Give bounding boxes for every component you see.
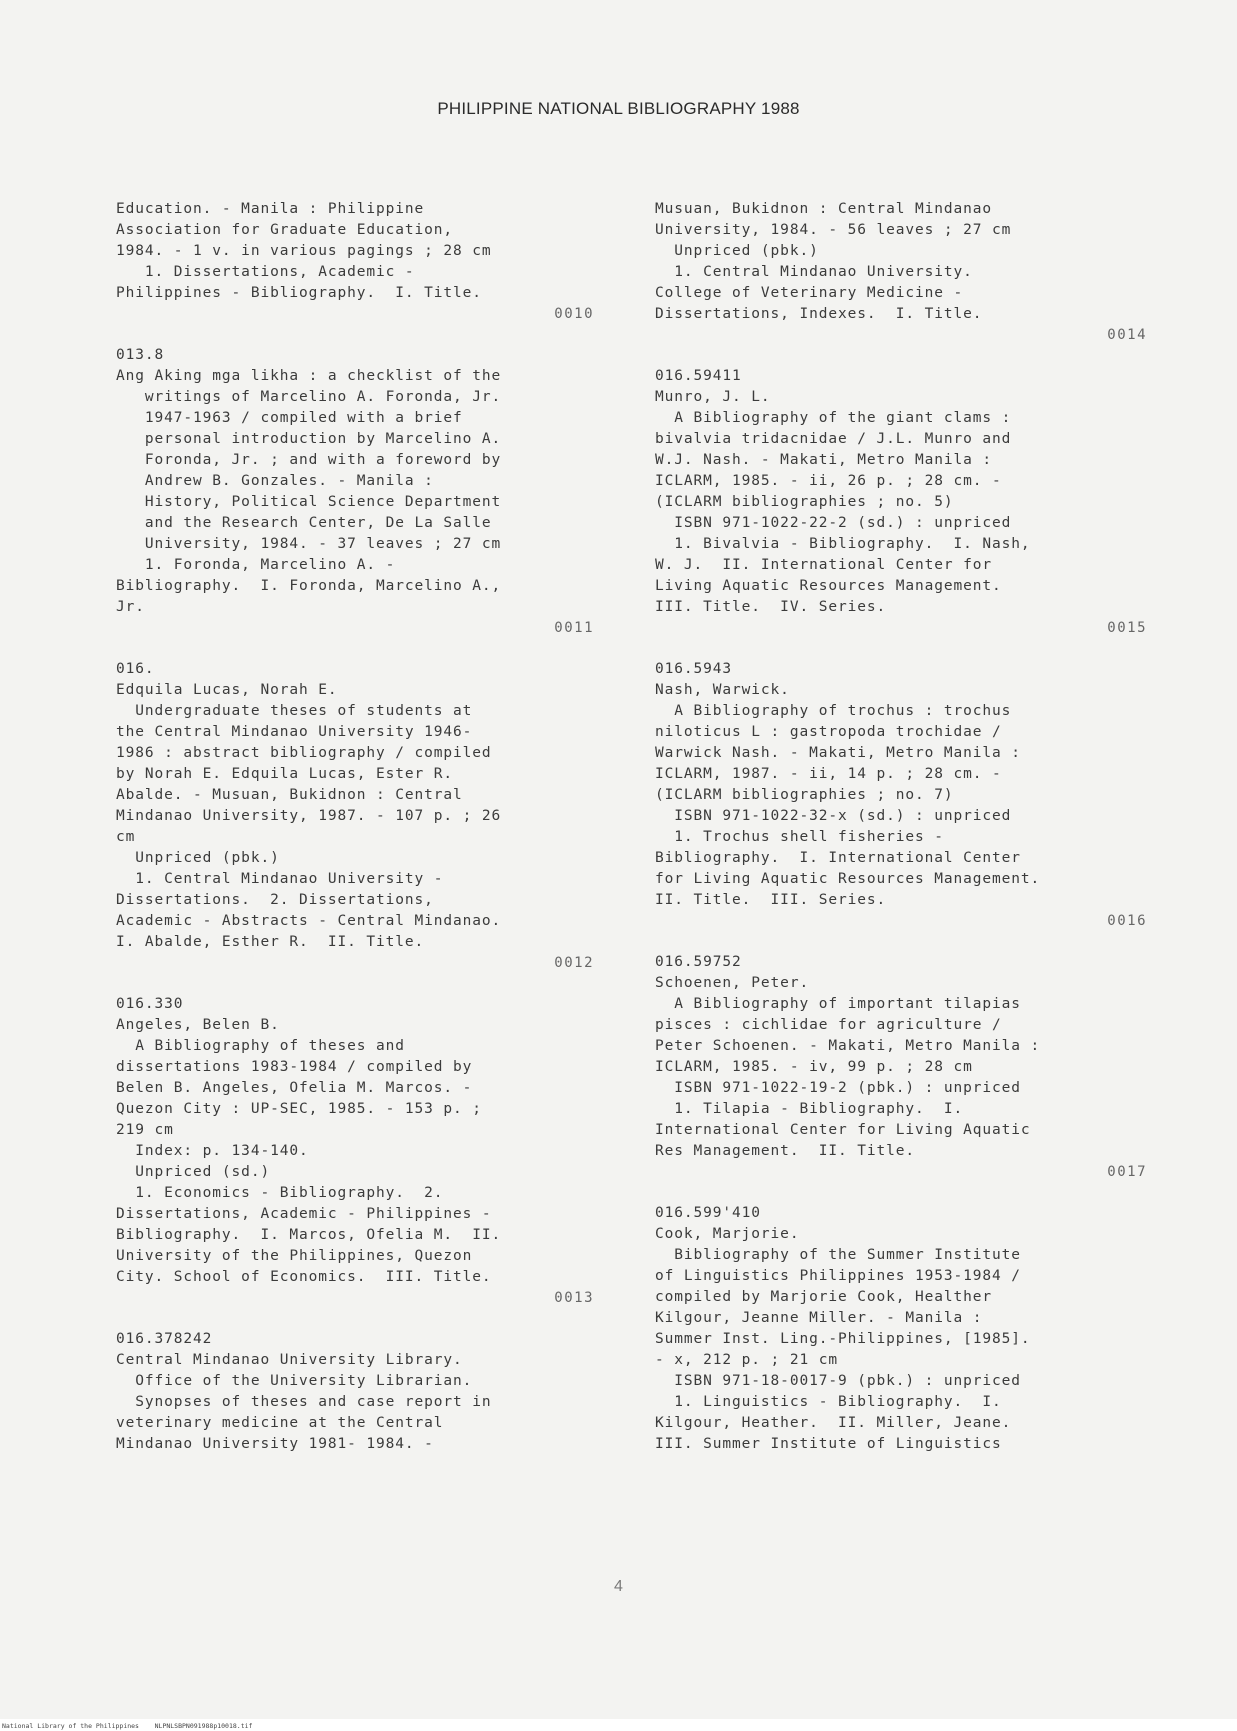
entry-line: 219 cm xyxy=(116,1122,174,1138)
entry-line: ICLARM, 1987. - ii, 14 p. ; 28 cm. - xyxy=(655,766,1002,782)
entry-line: 016.378242 xyxy=(116,1331,213,1347)
entry-line: 1. Dissertations, Academic - xyxy=(116,264,415,280)
bibliography-entry xyxy=(116,199,594,325)
entry-line: III. Title. IV. Series. xyxy=(655,599,887,615)
entry-line: A Bibliography of trochus : trochus xyxy=(655,703,1012,719)
entry-line: History, Political Science Department xyxy=(116,494,502,510)
left-column xyxy=(116,199,594,1475)
entry-line: Central Mindanao University Library. xyxy=(116,1352,463,1368)
entry-line: Summer Inst. Ling.-Philippines, [1985]. xyxy=(655,1331,1031,1347)
entry-line: A Bibliography of important tilapias xyxy=(655,996,1021,1012)
entry-line: 1947-1963 / compiled with a brief xyxy=(116,410,463,426)
entry-line: - x, 212 p. ; 21 cm xyxy=(655,1352,838,1368)
entry-line: 1. Central Mindanao University - xyxy=(116,871,444,887)
entry-line: Munro, J. L. xyxy=(655,389,771,405)
entry-line: Kilgour, Heather. II. Miller, Jeane. xyxy=(655,1415,1012,1431)
entry-line: Edquila Lucas, Norah E. xyxy=(116,682,338,698)
entry-line: Bibliography. I. Marcos, Ofelia M. II. xyxy=(116,1227,502,1243)
entry-line: ISBN 971-1022-32-x (sd.) : unpriced xyxy=(655,808,1012,824)
entry-line: pisces : cichlidae for agriculture / xyxy=(655,1017,1002,1033)
entry-line: Angeles, Belen B. xyxy=(116,1017,280,1033)
entry-line: Bibliography. I. Foronda, Marcelino A., xyxy=(116,578,502,594)
entry-line: personal introduction by Marcelino A. xyxy=(116,431,502,447)
entry-line: Unpriced (pbk.) xyxy=(655,243,819,259)
entry-line: Index: p. 134-140. xyxy=(116,1143,309,1159)
entry-line: and the Research Center, De La Salle xyxy=(116,515,492,531)
entry-line: II. Title. III. Series. xyxy=(655,892,887,908)
entry-line: Kilgour, Jeanne Miller. - Manila : xyxy=(655,1310,983,1326)
entry-line: 016.599'410 xyxy=(655,1205,761,1221)
entry-line: Musuan, Bukidnon : Central Mindanao xyxy=(655,201,993,217)
entry-line: Living Aquatic Resources Management. xyxy=(655,578,1002,594)
bibliography-entry xyxy=(655,199,1147,346)
entry-line: 1. Central Mindanao University. xyxy=(655,264,973,280)
entry-line: 1984. - 1 v. in various pagings ; 28 cm xyxy=(116,243,492,259)
entry-line: City. School of Economics. III. Title. xyxy=(116,1269,492,1285)
entry-line: Res Management. II. Title. xyxy=(655,1143,916,1159)
entry-control-number: 0014 xyxy=(1107,327,1147,343)
entry-line: bivalvia tridacnidae / J.L. Munro and xyxy=(655,431,1012,447)
entry-line: Ang Aking mga likha : a checklist of the xyxy=(116,368,502,384)
entry-line: Bibliography. I. International Center xyxy=(655,850,1021,866)
entry-line: 016.330 xyxy=(116,996,184,1012)
entry-line: writings of Marcelino A. Foronda, Jr. xyxy=(116,389,502,405)
entry-line: Office of the University Librarian. xyxy=(116,1373,473,1389)
bibliography-entry xyxy=(655,952,1147,1183)
entry-line: College of Veterinary Medicine - xyxy=(655,285,964,301)
entry-line: I. Abalde, Esther R. II. Title. xyxy=(116,934,425,950)
entry-line: A Bibliography of the giant clams : xyxy=(655,410,1012,426)
entry-line: Undergraduate theses of students at xyxy=(116,703,473,719)
entry-line: niloticus L : gastropoda trochidae / xyxy=(655,724,1002,740)
entry-control-number: 0017 xyxy=(1107,1164,1147,1180)
entry-line: by Norah E. Edquila Lucas, Ester R. xyxy=(116,766,454,782)
entry-control-number: 0011 xyxy=(554,620,594,636)
entry-line: Dissertations, Indexes. I. Title. xyxy=(655,306,983,322)
entry-line: 1. Foronda, Marcelino A. - xyxy=(116,557,396,573)
entry-line: Abalde. - Musuan, Bukidnon : Central xyxy=(116,787,463,803)
entry-line: the Central Mindanao University 1946- xyxy=(116,724,473,740)
entry-control-number: 0016 xyxy=(1107,913,1147,929)
entry-line: ICLARM, 1985. - iv, 99 p. ; 28 cm xyxy=(655,1059,973,1075)
entry-line: Peter Schoenen. - Makati, Metro Manila : xyxy=(655,1038,1041,1054)
entry-line: Jr. xyxy=(116,599,145,615)
entry-line: Mindanao University, 1987. - 107 p. ; 26 xyxy=(116,808,502,824)
entry-control-number: 0015 xyxy=(1107,620,1147,636)
entry-line: 1. Linguistics - Bibliography. I. xyxy=(655,1394,1002,1410)
entry-line: Association for Graduate Education, xyxy=(116,222,454,238)
entry-line: International Center for Living Aquatic xyxy=(655,1122,1031,1138)
entry-line: 016. xyxy=(116,661,155,677)
entry-line: of Linguistics Philippines 1953-1984 / xyxy=(655,1268,1021,1284)
entry-line: Synopses of theses and case report in xyxy=(116,1394,492,1410)
entry-line: veterinary medicine at the Central xyxy=(116,1415,444,1431)
entry-line: Philippines - Bibliography. I. Title. xyxy=(116,285,482,301)
entry-line: 1986 : abstract bibliography / compiled xyxy=(116,745,492,761)
entry-line: Dissertations, Academic - Philippines - xyxy=(116,1206,492,1222)
entry-line: ISBN 971-18-0017-9 (pbk.) : unpriced xyxy=(655,1373,1021,1389)
entry-line: Schoenen, Peter. xyxy=(655,975,810,991)
entry-control-number: 0013 xyxy=(554,1290,594,1306)
bibliography-entry xyxy=(655,1203,1147,1455)
entry-line: III. Summer Institute of Linguistics xyxy=(655,1436,1002,1452)
entry-line: Unpriced (sd.) xyxy=(116,1164,271,1180)
entry-line: University of the Philippines, Quezon xyxy=(116,1248,473,1264)
entry-line: 1. Economics - Bibliography. 2. xyxy=(116,1185,444,1201)
scan-footer-note: National Library of the Philippines NLPNLSBPN091988p10018.tif xyxy=(2,1722,253,1730)
entry-line: (ICLARM bibliographies ; no. 7) xyxy=(655,787,954,803)
entry-line: 016.5943 xyxy=(655,661,733,677)
entry-line: 1. Trochus shell fisheries - xyxy=(655,829,944,845)
entry-line: ICLARM, 1985. - ii, 26 p. ; 28 cm. - xyxy=(655,473,1002,489)
entry-line: Warwick Nash. - Makati, Metro Manila : xyxy=(655,745,1021,761)
entry-line: ISBN 971-1022-19-2 (pbk.) : unpriced xyxy=(655,1080,1021,1096)
entry-line: Andrew B. Gonzales. - Manila : xyxy=(116,473,434,489)
bibliography-entry xyxy=(116,1329,594,1455)
entry-line: Foronda, Jr. ; and with a foreword by xyxy=(116,452,502,468)
bibliography-entry xyxy=(116,994,594,1309)
entry-line: dissertations 1983-1984 / compiled by xyxy=(116,1059,473,1075)
right-column xyxy=(655,199,1147,1475)
entry-line: Dissertations. 2. Dissertations, xyxy=(116,892,434,908)
entry-line: compiled by Marjorie Cook, Healther xyxy=(655,1289,993,1305)
entry-line: Bibliography of the Summer Institute xyxy=(655,1247,1021,1263)
entry-line: Unpriced (pbk.) xyxy=(116,850,280,866)
entry-line: A Bibliography of theses and xyxy=(116,1038,405,1054)
bibliography-entry xyxy=(655,366,1147,639)
bibliography-entry xyxy=(116,659,594,974)
entry-line: ISBN 971-1022-22-2 (sd.) : unpriced xyxy=(655,515,1012,531)
entry-line: Cook, Marjorie. xyxy=(655,1226,800,1242)
entry-line: Mindanao University 1981- 1984. - xyxy=(116,1436,434,1452)
entry-line: 1. Tilapia - Bibliography. I. xyxy=(655,1101,964,1117)
entry-line: W. J. II. International Center for xyxy=(655,557,993,573)
entry-line: for Living Aquatic Resources Management. xyxy=(655,871,1041,887)
entry-control-number: 0010 xyxy=(554,306,594,322)
entry-line: Nash, Warwick. xyxy=(655,682,790,698)
entry-line: Quezon City : UP-SEC, 1985. - 153 p. ; xyxy=(116,1101,482,1117)
entry-line: 013.8 xyxy=(116,347,165,363)
entry-line: University, 1984. - 37 leaves ; 27 cm xyxy=(116,536,502,552)
entry-control-number: 0012 xyxy=(554,955,594,971)
bibliography-entry xyxy=(116,345,594,639)
entry-line: 016.59752 xyxy=(655,954,742,970)
entry-line: Belen B. Angeles, Ofelia M. Marcos. - xyxy=(116,1080,473,1096)
entry-line: Academic - Abstracts - Central Mindanao. xyxy=(116,913,502,929)
entry-line: 016.59411 xyxy=(655,368,742,384)
entry-line: cm xyxy=(116,829,136,845)
entry-line: 1. Bivalvia - Bibliography. I. Nash, xyxy=(655,536,1031,552)
entry-line: University, 1984. - 56 leaves ; 27 cm xyxy=(655,222,1012,238)
page-number: 4 xyxy=(614,1578,623,1595)
entry-line: (ICLARM bibliographies ; no. 5) xyxy=(655,494,954,510)
bibliography-entry xyxy=(655,659,1147,932)
scan-footer xyxy=(0,1719,1237,1731)
entry-line: Education. - Manila : Philippine xyxy=(116,201,425,217)
page-title: PHILIPPINE NATIONAL BIBLIOGRAPHY 1988 xyxy=(437,99,800,118)
entry-line: W.J. Nash. - Makati, Metro Manila : xyxy=(655,452,993,468)
